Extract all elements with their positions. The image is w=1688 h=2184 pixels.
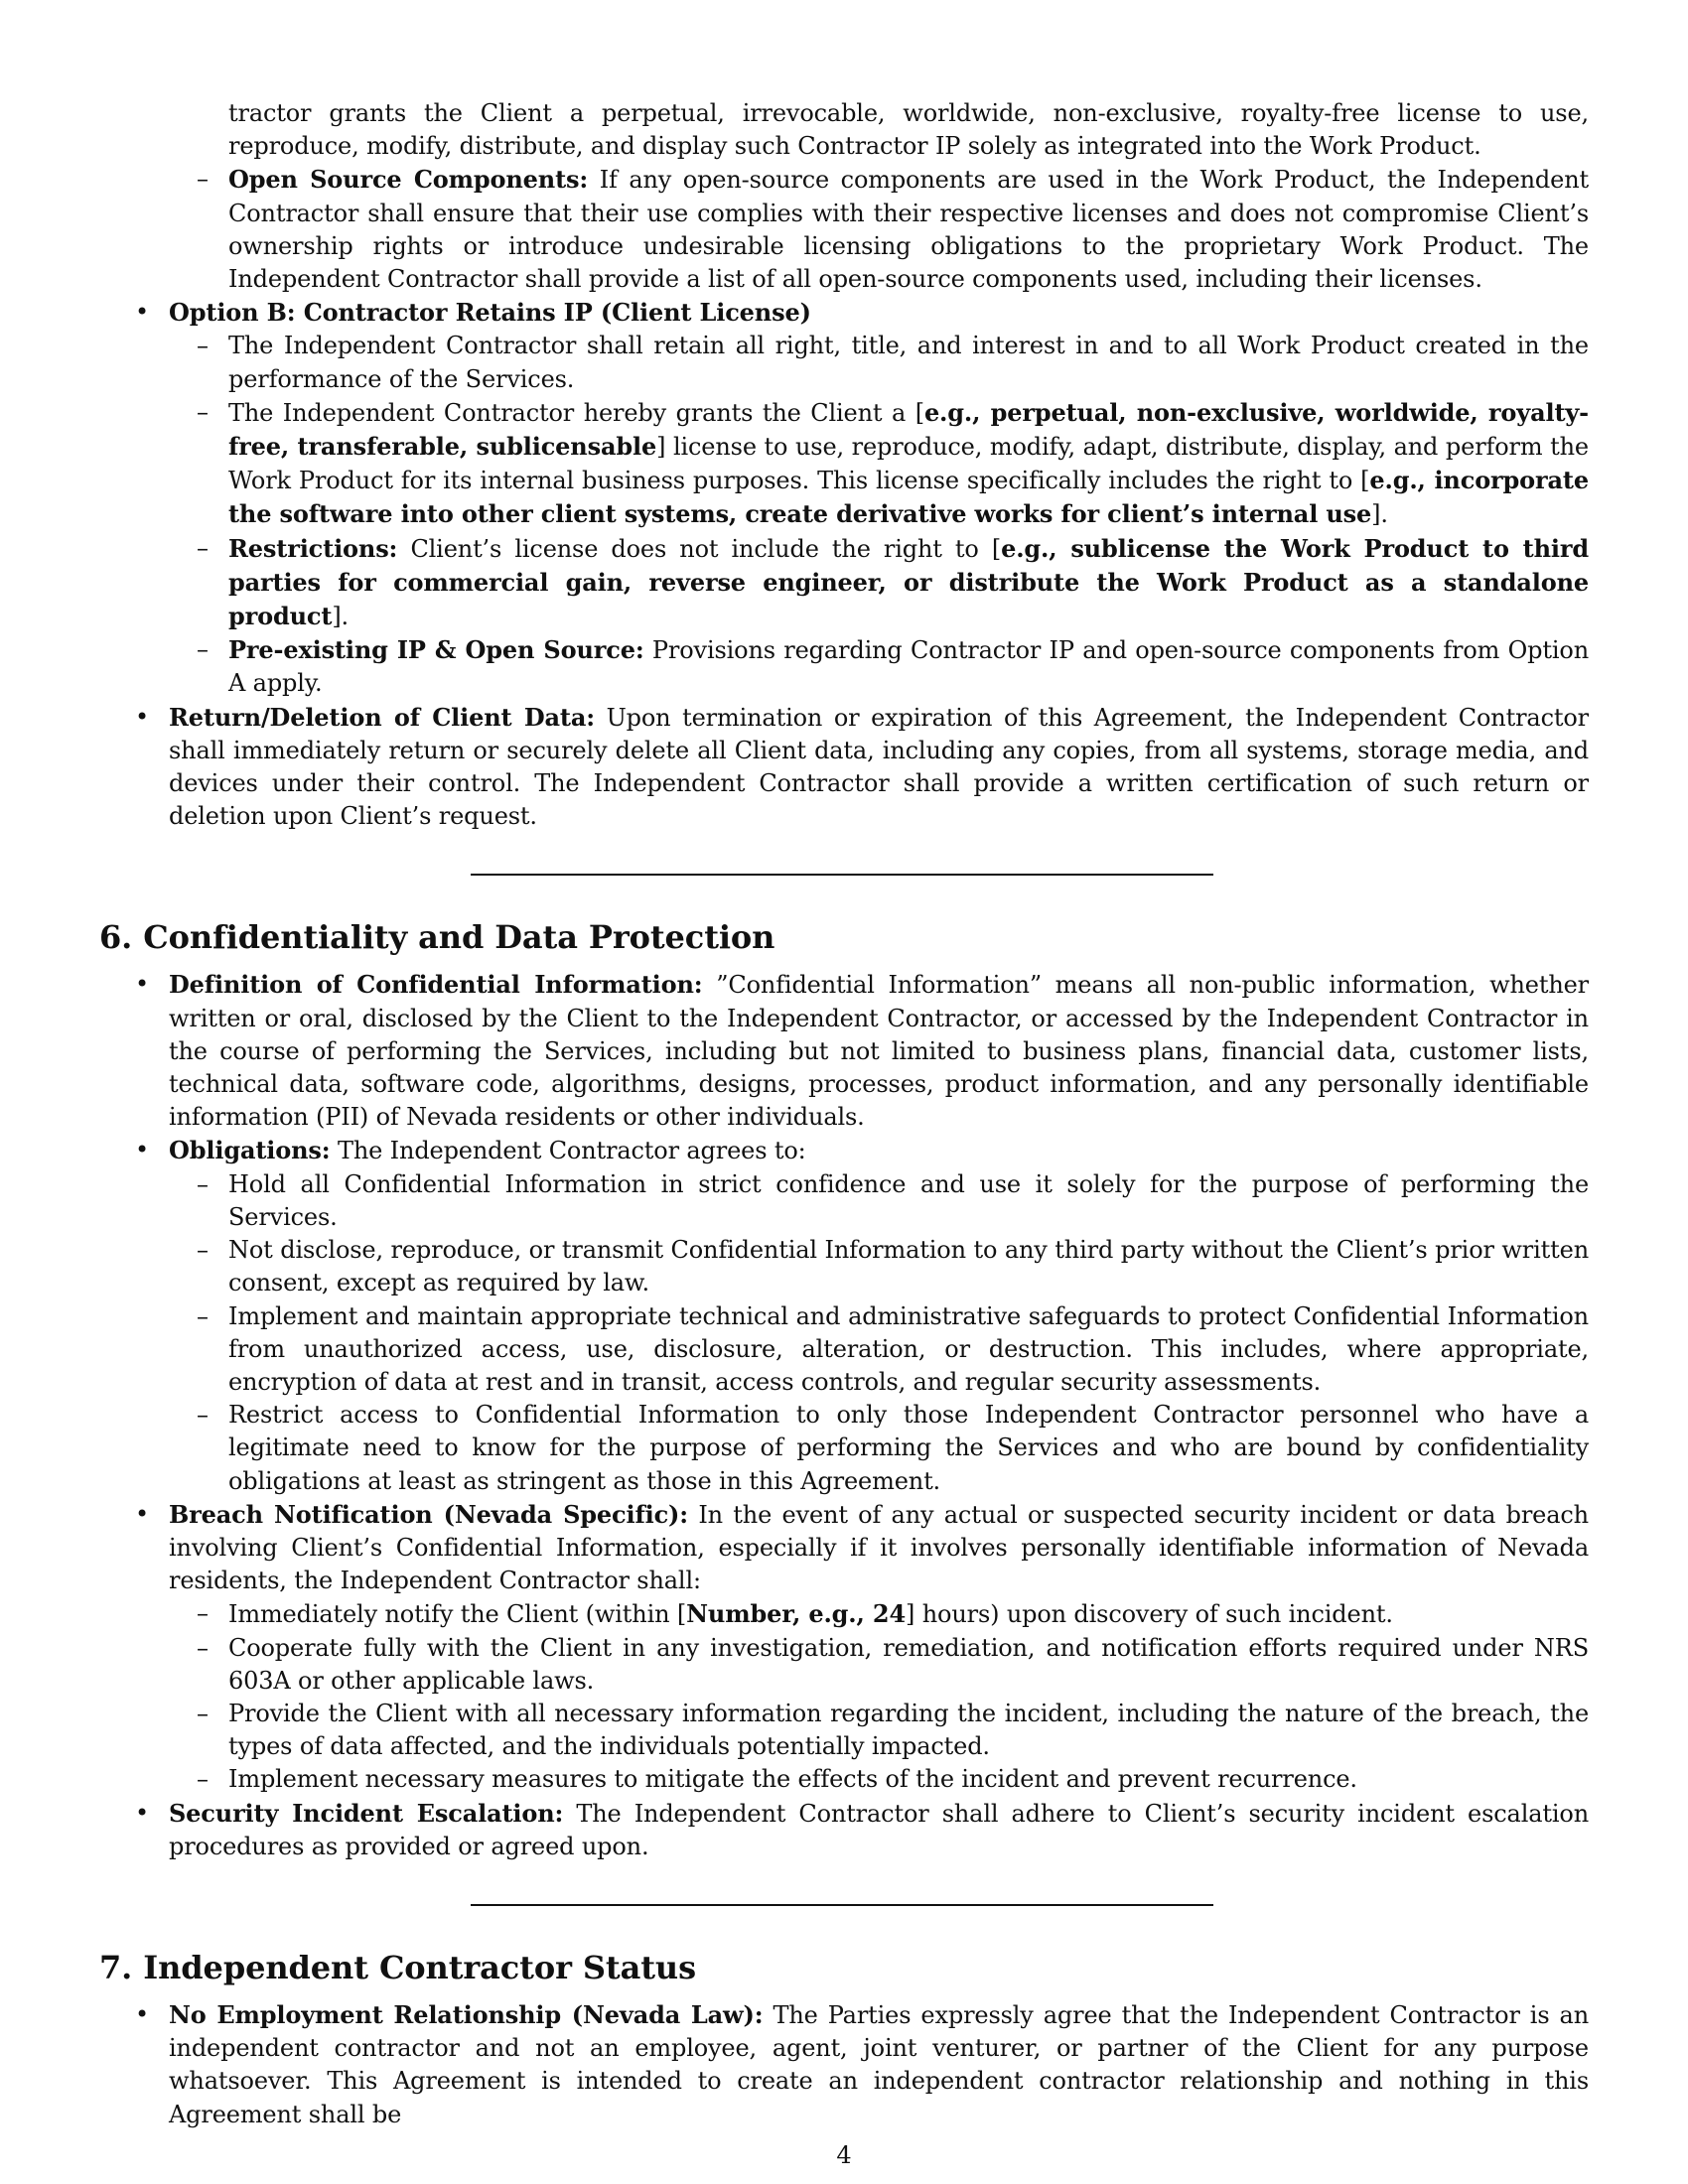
- return-deletion-item: [99, 701, 1589, 834]
- obligation-text: Not disclose, reproduce, or transmit Confidential Information to any third party without the Client’s prior written consent, except as required by law.: [228, 1236, 1589, 1297]
- grant-placeholder-terms: e.g., perpetual, non-exclusive, worldwide, royalty-free, transferable, sublicensable: [228, 397, 1589, 462]
- obligation-text: Hold all Confidential Information in strict confidence and use it solely for the purpose of performing the Services.: [228, 1169, 1589, 1231]
- option-b-label: Option B: Contractor Retains IP (Client License): [169, 298, 811, 328]
- dash-marker: –: [197, 1401, 209, 1430]
- obligation-list-item: [99, 1234, 1589, 1299]
- return-deletion-label: Return/Deletion of Client Data:: [169, 702, 595, 732]
- escalation-item: [99, 1797, 1589, 1863]
- open-source-label: Open Source Components:: [228, 165, 589, 195]
- breach-list-item: [99, 1597, 1589, 1631]
- dash-marker: –: [197, 1599, 209, 1628]
- obligations-item: [99, 1134, 1589, 1167]
- dash-marker: –: [197, 397, 209, 426]
- grant-text-pre: The Independent Contractor hereby grants the Client a [: [228, 398, 924, 427]
- dash-marker: –: [197, 332, 209, 360]
- section-7-heading: 7. Independent Contractor Status: [99, 1948, 696, 1986]
- dash-marker: –: [197, 165, 209, 194]
- breach-item-text: Provide the Client with all necessary information regarding the incident, including the nature of the breach, the types of data affected, and the individuals potentially impacted.: [228, 1699, 1589, 1761]
- obligations-label: Obligations:: [169, 1136, 331, 1165]
- employment-text: The Parties expressly agree that the Independent Contractor is an independent contractor and not an employee, agent, joint venturer, or partner of the Client for any purpose whatsoever. This Agreement is intended to create an independent contractor relationship and nothing in this Agreement shall be: [169, 2000, 1589, 2128]
- return-deletion-text: Upon termination or expiration of this Agreement, the Independent Contractor shall immediately return or securely delete all Client data, including any copies, from all systems, storage media, and devices under their control. The Independent Contractor shall provide a written certification of such return or deletion upon Client’s request.: [169, 703, 1590, 831]
- bullet-marker: •: [135, 970, 150, 999]
- option-b-retain-text: The Independent Contractor shall retain all right, title, and interest in and to all Work Product created in the performance of the Services.: [228, 332, 1589, 393]
- grant-text-end: ].: [1371, 500, 1388, 529]
- bullet-marker: •: [135, 1499, 150, 1528]
- bullet-marker: •: [135, 1999, 150, 2028]
- dash-marker: –: [197, 1169, 209, 1198]
- bullet-marker: •: [135, 702, 150, 731]
- open-source-item: [99, 163, 1589, 296]
- dash-marker: –: [197, 1301, 209, 1330]
- preexisting-label: Pre-existing IP & Open Source:: [228, 635, 644, 665]
- preexisting-item: [99, 633, 1589, 700]
- license-grant-item: [99, 396, 1589, 532]
- breach-list-item: [99, 1763, 1589, 1796]
- option-b-item: [99, 296, 1589, 330]
- preexisting-text: Provisions regarding Contractor IP and open-source components from Option A apply.: [228, 636, 1590, 698]
- obligation-list-item: [99, 1300, 1589, 1400]
- obligation-text: Restrict access to Confidential Information to only those Independent Contractor personnel who have a legitimate need to know for the purpose of performing the Services and who are bound by confidentiality obligations at least as stringent as those in this Agreement.: [228, 1401, 1589, 1495]
- breach-item-text: Cooperate fully with the Client in any investigation, remediation, and notification efforts required under NRS 603A or other applicable laws.: [228, 1633, 1589, 1695]
- obligations-text: The Independent Contractor agrees to:: [337, 1137, 806, 1165]
- page-content: [99, 97, 1589, 2131]
- breach-notify-pre: Immediately notify the Client (within [: [228, 1600, 687, 1629]
- definition-item: [99, 968, 1589, 1134]
- contractor-ip-continuation: tractor grants the Client a perpetual, irrevocable, worldwide, non-exclusive, royalty-free license to use, reproduce, modify, distribute, and display such Contractor IP solely as integrated into the Work Product.: [228, 99, 1589, 161]
- page-number: 4: [836, 2141, 852, 2169]
- breach-list-item: [99, 1632, 1589, 1698]
- definition-label: Definition of Confidential Information:: [169, 970, 703, 1000]
- grant-text-mid: ] license to use, reproduce, modify, adapt, distribute, display, and perform the Work Product for its internal business purposes. This license specifically includes the right to [: [228, 433, 1589, 495]
- open-source-text: If any open-source components are used in the Work Product, the Independent Contractor shall ensure that their use complies with their respective licenses and does not compromise Client’s ownership rights or introduce undesirable licensing obligations to the proprietary Work Product. The Independent Contractor shall provide a list of all open-source components used, including their licenses.: [228, 166, 1589, 294]
- dash-marker: –: [197, 1633, 209, 1662]
- breach-item-text: Implement necessary measures to mitigate the effects of the incident and prevent recurrence.: [228, 1765, 1357, 1794]
- escalation-text: The Independent Contractor shall adhere to Client’s security incident escalation procedures as provided or agreed upon.: [169, 1799, 1590, 1860]
- obligation-list-item: [99, 1399, 1589, 1498]
- dash-marker: –: [197, 1236, 209, 1265]
- bullet-marker: •: [135, 1798, 150, 1827]
- grant-placeholder-rights: e.g., incorporate the software into other client systems, create derivative works for client’s internal use: [228, 466, 1589, 529]
- option-b-retain-item: [99, 330, 1589, 395]
- employment-label: No Employment Relationship (Nevada Law):: [169, 1999, 764, 2029]
- breach-text: In the event of any actual or suspected security incident or data breach involving Client’s Confidential Information, especially if it involves personally identifiable information of Nevada residents, the Independent Contractor shall:: [169, 1500, 1589, 1595]
- breach-notification-item: [99, 1498, 1589, 1598]
- section-6-heading: 6. Confidentiality and Data Protection: [99, 918, 775, 957]
- breach-label: Breach Notification (Nevada Specific):: [169, 1499, 688, 1529]
- obligation-list-item: [99, 1168, 1589, 1234]
- restrictions-label: Restrictions:: [228, 533, 398, 563]
- escalation-label: Security Incident Escalation:: [169, 1798, 564, 1828]
- definition-text: ”Confidential Information” means all non-public information, whether written or oral, disclosed by the Client to the Independent Contractor, or accessed by the Independent Contractor in the course of performing the Services, including but not limited to business plans, financial data, customer lists, technical data, software code, algorithms, designs, processes, product information, and any personally identifiable information (PII) of Nevada residents or other individuals.: [169, 971, 1589, 1132]
- dash-marker: –: [197, 635, 209, 664]
- restrictions-text-end: ].: [332, 603, 350, 631]
- dash-marker: –: [197, 1699, 209, 1727]
- breach-notify-end: ] hours) upon discovery of such incident.: [906, 1600, 1393, 1629]
- bullet-marker: •: [135, 298, 150, 327]
- restrictions-text-pre: Client’s license does not include the right to [: [410, 534, 1002, 563]
- restrictions-item: [99, 532, 1589, 634]
- breach-notify-placeholder: Number, e.g., 24: [686, 1599, 907, 1629]
- dash-marker: –: [197, 533, 209, 562]
- restrictions-placeholder: e.g., sublicense the Work Product to third parties for commercial gain, reverse engineer, or distribute the Work Product as a standalone product: [228, 533, 1589, 631]
- bullet-marker: •: [135, 1136, 150, 1164]
- dash-marker: –: [197, 1765, 209, 1794]
- breach-list-item: [99, 1698, 1589, 1763]
- obligation-text: Implement and maintain appropriate technical and administrative safeguards to protect Confidential Information from unauthorized access, use, disclosure, alteration, or destruction. This includes, where appropriate, encryption of data at rest and in transit, access controls, and regular security assessments.: [228, 1301, 1589, 1396]
- employment-relationship-item: [99, 1998, 1589, 2131]
